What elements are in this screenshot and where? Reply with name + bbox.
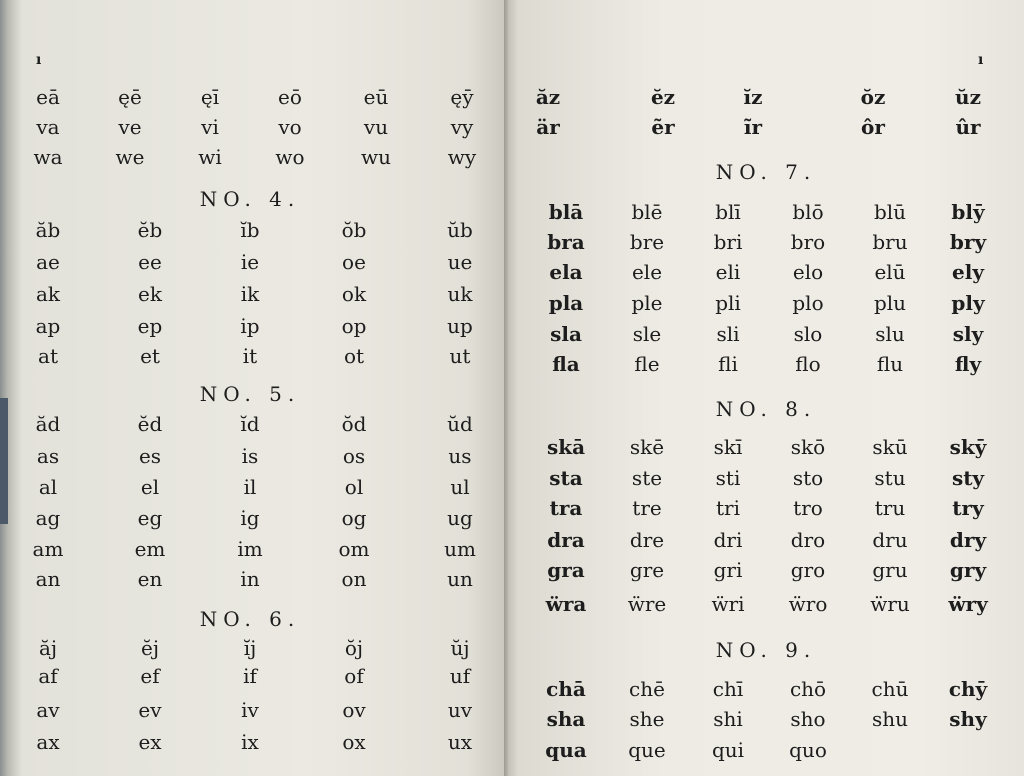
- right-syllable-cell: är: [536, 115, 560, 139]
- section-heading-right-0: NO. 7.: [715, 160, 817, 184]
- right-syllable-cell: ĕz: [650, 85, 676, 109]
- right-syllable-cell: sty: [951, 466, 985, 490]
- right-syllable-cell: shi: [713, 707, 743, 731]
- left-syllable-cell: ăb: [35, 218, 61, 242]
- right-syllable-cell: skȳ: [949, 435, 987, 459]
- left-syllable-cell: il: [243, 475, 257, 499]
- left-syllable-cell: ĭj: [243, 636, 257, 660]
- right-syllable-cell: blī: [715, 200, 741, 224]
- right-syllable-cell: chī: [712, 677, 744, 701]
- right-syllable-cell: chā: [546, 677, 586, 701]
- right-syllable-cell: shy: [949, 707, 987, 731]
- right-syllable-cell: tre: [632, 496, 662, 520]
- right-syllable-cell: gro: [790, 558, 826, 582]
- left-syllable-cell: es: [138, 444, 162, 468]
- left-syllable-cell: wi: [198, 145, 222, 169]
- left-syllable-cell: ap: [35, 314, 61, 338]
- left-syllable-cell: uf: [449, 664, 471, 688]
- section-heading-left-1: NO. 5.: [199, 382, 301, 406]
- left-syllable-cell: iv: [241, 698, 259, 722]
- right-syllable-cell: slu: [875, 322, 905, 346]
- right-syllable-cell: sho: [790, 707, 826, 731]
- left-syllable-cell: ŭj: [450, 636, 470, 660]
- right-syllable-cell: skī: [713, 435, 743, 459]
- left-syllable-cell: ug: [447, 506, 473, 530]
- right-syllable-cell: quo: [789, 738, 827, 762]
- left-syllable-cell: eā: [36, 85, 60, 109]
- left-syllable-cell: ăj: [38, 636, 58, 660]
- left-syllable-cell: ęȳ: [450, 85, 474, 109]
- left-syllable-cell: eō: [278, 85, 302, 109]
- right-syllable-cell: she: [629, 707, 665, 731]
- left-syllable-cell: oe: [342, 250, 366, 274]
- right-syllable-cell: ẅry: [948, 592, 988, 616]
- left-syllable-cell: as: [36, 444, 60, 468]
- right-syllable-cell: ĩr: [743, 115, 763, 139]
- right-syllable-cell: ûr: [955, 115, 981, 139]
- right-syllable-cell: ẅra: [545, 592, 587, 616]
- left-syllable-cell: ax: [36, 730, 60, 754]
- left-syllable-cell: vi: [201, 115, 219, 139]
- right-syllable-cell: ŏz: [860, 85, 886, 109]
- section-heading-right-1: NO. 8.: [715, 397, 817, 421]
- left-syllable-cell: ĕj: [140, 636, 160, 660]
- section-heading-right-2: NO. 9.: [715, 638, 817, 662]
- left-syllable-cell: ef: [140, 664, 160, 688]
- right-syllable-cell: stu: [874, 466, 906, 490]
- right-syllable-cell: tri: [716, 496, 740, 520]
- right-syllable-cell: dry: [949, 528, 987, 552]
- right-syllable-cell: sli: [716, 322, 740, 346]
- left-syllable-cell: is: [241, 444, 259, 468]
- right-syllable-cell: ely: [952, 260, 984, 284]
- left-syllable-cell: op: [341, 314, 367, 338]
- right-syllable-cell: slo: [793, 322, 823, 346]
- right-syllable-cell: bry: [949, 230, 987, 254]
- left-syllable-cell: ek: [138, 282, 162, 306]
- left-syllable-cell: wy: [447, 145, 477, 169]
- left-syllable-cell: wu: [361, 145, 391, 169]
- left-syllable-cell: eg: [137, 506, 163, 530]
- left-syllable-cell: ee: [138, 250, 162, 274]
- left-syllable-cell: ŭb: [447, 218, 473, 242]
- right-page-mark: ı: [978, 52, 984, 68]
- left-page-mark: ı: [36, 52, 42, 68]
- right-syllable-cell: try: [952, 496, 984, 520]
- left-syllable-cell: ol: [344, 475, 364, 499]
- left-syllable-cell: if: [243, 664, 257, 688]
- right-syllable-cell: ẅru: [870, 592, 910, 616]
- right-syllable-cell: fly: [954, 352, 982, 376]
- left-syllable-cell: af: [38, 664, 58, 688]
- right-syllable-cell: sta: [549, 466, 583, 490]
- right-syllable-cell: bra: [547, 230, 585, 254]
- right-syllable-cell: bre: [629, 230, 665, 254]
- right-syllable-cell: skē: [629, 435, 665, 459]
- left-syllable-cell: ve: [118, 115, 142, 139]
- right-syllable-cell: dre: [629, 528, 665, 552]
- right-syllable-cell: gre: [629, 558, 665, 582]
- right-syllable-cell: gra: [547, 558, 585, 582]
- right-syllable-cell: shu: [871, 707, 909, 731]
- right-syllable-cell: ela: [549, 260, 583, 284]
- right-syllable-cell: sha: [546, 707, 586, 731]
- right-syllable-cell: sti: [715, 466, 741, 490]
- right-syllable-cell: blē: [631, 200, 663, 224]
- left-syllable-cell: ov: [342, 698, 366, 722]
- right-syllable-cell: ẅri: [711, 592, 745, 616]
- right-syllable-cell: chē: [629, 677, 665, 701]
- right-syllable-cell: flu: [876, 352, 904, 376]
- left-syllable-cell: ox: [342, 730, 366, 754]
- left-syllable-cell: os: [342, 444, 366, 468]
- left-syllable-cell: ut: [449, 344, 471, 368]
- right-syllable-cell: fle: [634, 352, 660, 376]
- right-syllable-cell: ele: [631, 260, 663, 284]
- left-syllable-cell: uv: [447, 698, 473, 722]
- right-syllable-cell: blȳ: [951, 200, 985, 224]
- left-syllable-cell: al: [38, 475, 58, 499]
- left-syllable-cell: av: [36, 698, 60, 722]
- left-syllable-cell: et: [140, 344, 160, 368]
- left-syllable-cell: an: [35, 567, 61, 591]
- left-syllable-cell: ex: [138, 730, 162, 754]
- left-syllable-cell: ĕb: [137, 218, 163, 242]
- right-syllable-cell: elū: [874, 260, 906, 284]
- left-syllable-cell: en: [137, 567, 163, 591]
- right-syllable-cell: gry: [949, 558, 987, 582]
- left-syllable-cell: ae: [36, 250, 60, 274]
- right-syllable-cell: dra: [547, 528, 585, 552]
- left-syllable-cell: ik: [240, 282, 260, 306]
- right-syllable-cell: sla: [550, 322, 582, 346]
- right-syllable-cell: gru: [872, 558, 908, 582]
- left-syllable-cell: ip: [240, 314, 260, 338]
- right-syllable-cell: dru: [872, 528, 908, 552]
- right-syllable-cell: blō: [792, 200, 824, 224]
- left-syllable-cell: ie: [240, 250, 260, 274]
- right-syllable-cell: tra: [549, 496, 583, 520]
- section-heading-left-2: NO. 6.: [199, 607, 301, 631]
- left-syllable-cell: el: [140, 475, 160, 499]
- right-syllable-cell: ŭz: [955, 85, 981, 109]
- right-syllable-cell: bri: [713, 230, 743, 254]
- right-syllable-cell: skū: [872, 435, 908, 459]
- left-syllable-cell: ŭd: [447, 412, 473, 436]
- section-heading-left-0: NO. 4.: [199, 187, 301, 211]
- left-syllable-cell: ot: [343, 344, 365, 368]
- left-syllable-cell: at: [38, 344, 58, 368]
- right-syllable-cell: plu: [873, 291, 907, 315]
- right-syllable-cell: ste: [631, 466, 663, 490]
- left-syllable-cell: of: [344, 664, 364, 688]
- left-syllable-cell: wo: [275, 145, 305, 169]
- right-syllable-cell: ẅre: [627, 592, 667, 616]
- right-syllable-cell: fla: [552, 352, 580, 376]
- right-syllable-cell: ăz: [535, 85, 561, 109]
- right-syllable-cell: ple: [631, 291, 663, 315]
- left-syllable-cell: un: [447, 567, 473, 591]
- left-syllable-cell: uk: [447, 282, 473, 306]
- right-syllable-cell: gri: [713, 558, 743, 582]
- left-syllable-cell: ep: [137, 314, 163, 338]
- left-syllable-cell: vu: [363, 115, 389, 139]
- right-page: [508, 0, 1024, 776]
- left-syllable-cell: eū: [363, 85, 389, 109]
- right-syllable-cell: elo: [792, 260, 824, 284]
- right-syllable-cell: chū: [871, 677, 909, 701]
- left-syllable-cell: vy: [450, 115, 474, 139]
- left-syllable-cell: ue: [447, 250, 473, 274]
- left-syllable-cell: ĕd: [137, 412, 163, 436]
- left-syllable-cell: wa: [33, 145, 63, 169]
- right-syllable-cell: chō: [789, 677, 827, 701]
- page-edge-tab: [0, 398, 8, 524]
- right-syllable-cell: ply: [951, 291, 985, 315]
- left-syllable-cell: em: [134, 537, 166, 561]
- left-syllable-cell: it: [242, 344, 258, 368]
- right-syllable-cell: eli: [715, 260, 741, 284]
- left-syllable-cell: og: [341, 506, 367, 530]
- left-syllable-cell: in: [240, 567, 260, 591]
- right-syllable-cell: sle: [632, 322, 662, 346]
- right-syllable-cell: plo: [792, 291, 824, 315]
- right-syllable-cell: bro: [790, 230, 826, 254]
- right-syllable-cell: ẅro: [788, 592, 828, 616]
- left-syllable-cell: ix: [241, 730, 259, 754]
- right-syllable-cell: que: [628, 738, 666, 762]
- left-syllable-cell: we: [115, 145, 145, 169]
- left-syllable-cell: ok: [341, 282, 367, 306]
- right-syllable-cell: tru: [874, 496, 906, 520]
- right-syllable-cell: chȳ: [948, 677, 988, 701]
- left-syllable-cell: ig: [240, 506, 260, 530]
- left-page: [0, 0, 508, 776]
- left-syllable-cell: ĭb: [240, 218, 260, 242]
- left-syllable-cell: ęī: [200, 85, 220, 109]
- left-syllable-cell: ŏb: [341, 218, 367, 242]
- right-syllable-cell: blū: [873, 200, 907, 224]
- right-syllable-cell: pli: [715, 291, 741, 315]
- left-syllable-cell: ŏj: [344, 636, 364, 660]
- right-syllable-cell: bru: [872, 230, 908, 254]
- left-syllable-cell: im: [237, 537, 263, 561]
- right-syllable-cell: sly: [952, 322, 984, 346]
- right-syllable-cell: dro: [790, 528, 826, 552]
- left-syllable-cell: us: [448, 444, 472, 468]
- right-syllable-cell: dri: [713, 528, 743, 552]
- left-syllable-cell: am: [32, 537, 64, 561]
- right-syllable-cell: tro: [793, 496, 823, 520]
- left-syllable-cell: va: [36, 115, 60, 139]
- left-syllable-cell: om: [338, 537, 370, 561]
- left-syllable-cell: ăd: [35, 412, 61, 436]
- right-syllable-cell: qui: [711, 738, 745, 762]
- right-syllable-cell: qua: [545, 738, 587, 762]
- left-syllable-cell: ag: [35, 506, 61, 530]
- left-syllable-cell: vo: [278, 115, 302, 139]
- left-syllable-cell: ux: [447, 730, 473, 754]
- left-syllable-cell: ęē: [118, 85, 142, 109]
- right-syllable-cell: flo: [795, 352, 821, 376]
- left-syllable-cell: up: [447, 314, 473, 338]
- left-syllable-cell: on: [341, 567, 367, 591]
- left-syllable-cell: ul: [450, 475, 470, 499]
- right-syllable-cell: sto: [792, 466, 824, 490]
- right-syllable-cell: blā: [548, 200, 584, 224]
- left-syllable-cell: ĭd: [240, 412, 260, 436]
- right-syllable-cell: pla: [548, 291, 584, 315]
- right-syllable-cell: ĭz: [743, 85, 763, 109]
- right-syllable-cell: skō: [790, 435, 826, 459]
- right-syllable-cell: ẽr: [651, 115, 675, 139]
- right-syllable-cell: skā: [546, 435, 586, 459]
- left-syllable-cell: um: [444, 537, 476, 561]
- left-syllable-cell: ev: [138, 698, 162, 722]
- left-syllable-cell: ak: [35, 282, 61, 306]
- right-syllable-cell: fli: [718, 352, 738, 376]
- left-syllable-cell: ŏd: [341, 412, 367, 436]
- right-syllable-cell: ôr: [861, 115, 885, 139]
